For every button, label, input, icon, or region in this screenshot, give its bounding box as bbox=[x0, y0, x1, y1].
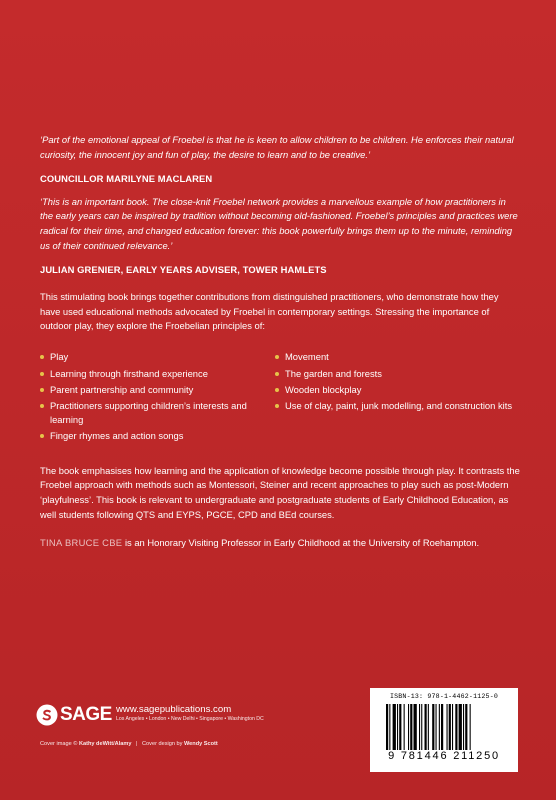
principles-left-column bbox=[40, 350, 275, 445]
endorsement-quote-2: ‘This is an important book. The close-knit Froebel network provides a marvellous example of how practitioners in the early years can be inspired by tradition without becoming old-fashioned. Froebel’s principles and practices were radical for their time, and changed education forever: this book powerfully brings them up to the minute, reminding us of their continued relevance.’ bbox=[40, 195, 518, 251]
summary-paragraph: The book emphasises how learning and the application of knowledge become possible through play. It contrasts the Froebel approach with methods such as Montessori, Steiner and recent approaches to play such as post-Modern ‘playfulness’. This book is relevant to undergraduate and postgraduate students of Early Childhood Education, as well students following QTS and EYPS, PGCE, CPD and BEd courses. bbox=[40, 464, 520, 520]
design-credit-label: Cover design by bbox=[142, 741, 183, 747]
bullet-icon bbox=[275, 388, 279, 392]
list-item: Practitioners supporting children’s interests and learning bbox=[40, 399, 275, 426]
credit-divider: | bbox=[136, 741, 138, 747]
list-item: Play bbox=[40, 350, 275, 363]
bullet-icon bbox=[275, 404, 279, 408]
barcode-bar bbox=[414, 704, 417, 750]
barcode-bar bbox=[389, 704, 390, 750]
bullet-icon bbox=[40, 372, 44, 376]
barcode-digits: 9 781446 211250 bbox=[388, 750, 500, 762]
list-item: Finger rhymes and action songs bbox=[40, 429, 275, 442]
bullet-icon bbox=[40, 404, 44, 408]
author-name: TINA BRUCE CBE bbox=[40, 536, 123, 548]
bullet-icon bbox=[40, 434, 44, 438]
list-item: Wooden blockplay bbox=[275, 383, 520, 396]
image-credit: Kathy deWitt/Alamy bbox=[78, 741, 132, 747]
barcode-bar bbox=[397, 704, 398, 750]
barcode-icon bbox=[384, 704, 504, 750]
barcode-bar bbox=[465, 704, 467, 750]
back-cover-content bbox=[40, 133, 520, 550]
cover-credits bbox=[40, 741, 218, 747]
barcode-bar bbox=[455, 704, 457, 750]
barcode-bar bbox=[436, 704, 437, 750]
barcode-bar bbox=[404, 704, 405, 750]
barcode-bar bbox=[459, 704, 462, 750]
barcode-bar bbox=[408, 704, 409, 750]
publisher-cities: Los Angeles • London • New Delhi • Singapore • Washington DC bbox=[116, 716, 264, 722]
barcode-bar bbox=[421, 704, 422, 750]
bullet-icon bbox=[40, 388, 44, 392]
sage-logo bbox=[36, 704, 112, 726]
barcode-bar bbox=[463, 704, 464, 750]
publisher-url[interactable]: www.sagepublications.com bbox=[116, 704, 232, 715]
sage-logo-text: SAGE bbox=[60, 704, 112, 725]
barcode-bar bbox=[432, 704, 434, 750]
barcode-bar bbox=[449, 704, 451, 750]
bullet-icon bbox=[275, 372, 279, 376]
intro-paragraph: This stimulating book brings together contributions from distinguished practitioners, who demonstrate how they have used educational methods advocated by Froebel in contemporary settings. Stressing the importance of outdoor play, they explore the Froebelian principles of: bbox=[40, 290, 499, 332]
list-item: Parent partnership and community bbox=[40, 383, 275, 396]
barcode-bar bbox=[419, 704, 420, 750]
barcode-bar bbox=[447, 704, 448, 750]
barcode-bar bbox=[439, 704, 440, 750]
endorsement-attribution-1: COUNCILLOR MARILYNE MACLAREN bbox=[40, 172, 213, 184]
barcode-bar bbox=[452, 704, 453, 750]
list-item: Use of clay, paint, junk modelling, and construction kits bbox=[275, 399, 520, 412]
isbn-label: ISBN-13: 978-1-4462-1125-0 bbox=[389, 693, 499, 700]
sage-logo-icon bbox=[36, 704, 58, 726]
image-credit-label: Cover image © bbox=[40, 741, 78, 747]
endorsement-quote-1: ‘Part of the emotional appeal of Froebel is that he is keen to allow children to be children. He enforces their natural curiosity, the innocent joy and fun of play, the desire to learn and to be creative.’ bbox=[40, 134, 514, 160]
barcode-bar bbox=[386, 704, 388, 750]
bullet-icon bbox=[40, 355, 44, 359]
bullet-icon bbox=[275, 355, 279, 359]
barcode-bar bbox=[399, 704, 401, 750]
list-item: Movement bbox=[275, 350, 520, 363]
list-item: The garden and forests bbox=[275, 367, 520, 380]
barcode-bar bbox=[428, 704, 429, 750]
endorsement-attribution-2: JULIAN GRENIER, EARLY YEARS ADVISER, TOWER HAMLETS bbox=[40, 263, 327, 275]
principles-right-column bbox=[275, 350, 520, 445]
principles-list bbox=[40, 350, 520, 445]
list-item: Learning through firsthand experience bbox=[40, 367, 275, 380]
barcode-bar bbox=[410, 704, 412, 750]
barcode-bar bbox=[441, 704, 443, 750]
barcode-bar bbox=[425, 704, 427, 750]
design-credit: Wendy Scott bbox=[184, 741, 218, 747]
author-bio-text: is an Honorary Visiting Professor in Early Childhood at the University of Roehampton. bbox=[122, 536, 480, 548]
author-bio bbox=[40, 536, 520, 550]
barcode-bar bbox=[470, 704, 471, 750]
barcode-bar bbox=[393, 704, 396, 750]
barcode-panel bbox=[370, 688, 518, 772]
